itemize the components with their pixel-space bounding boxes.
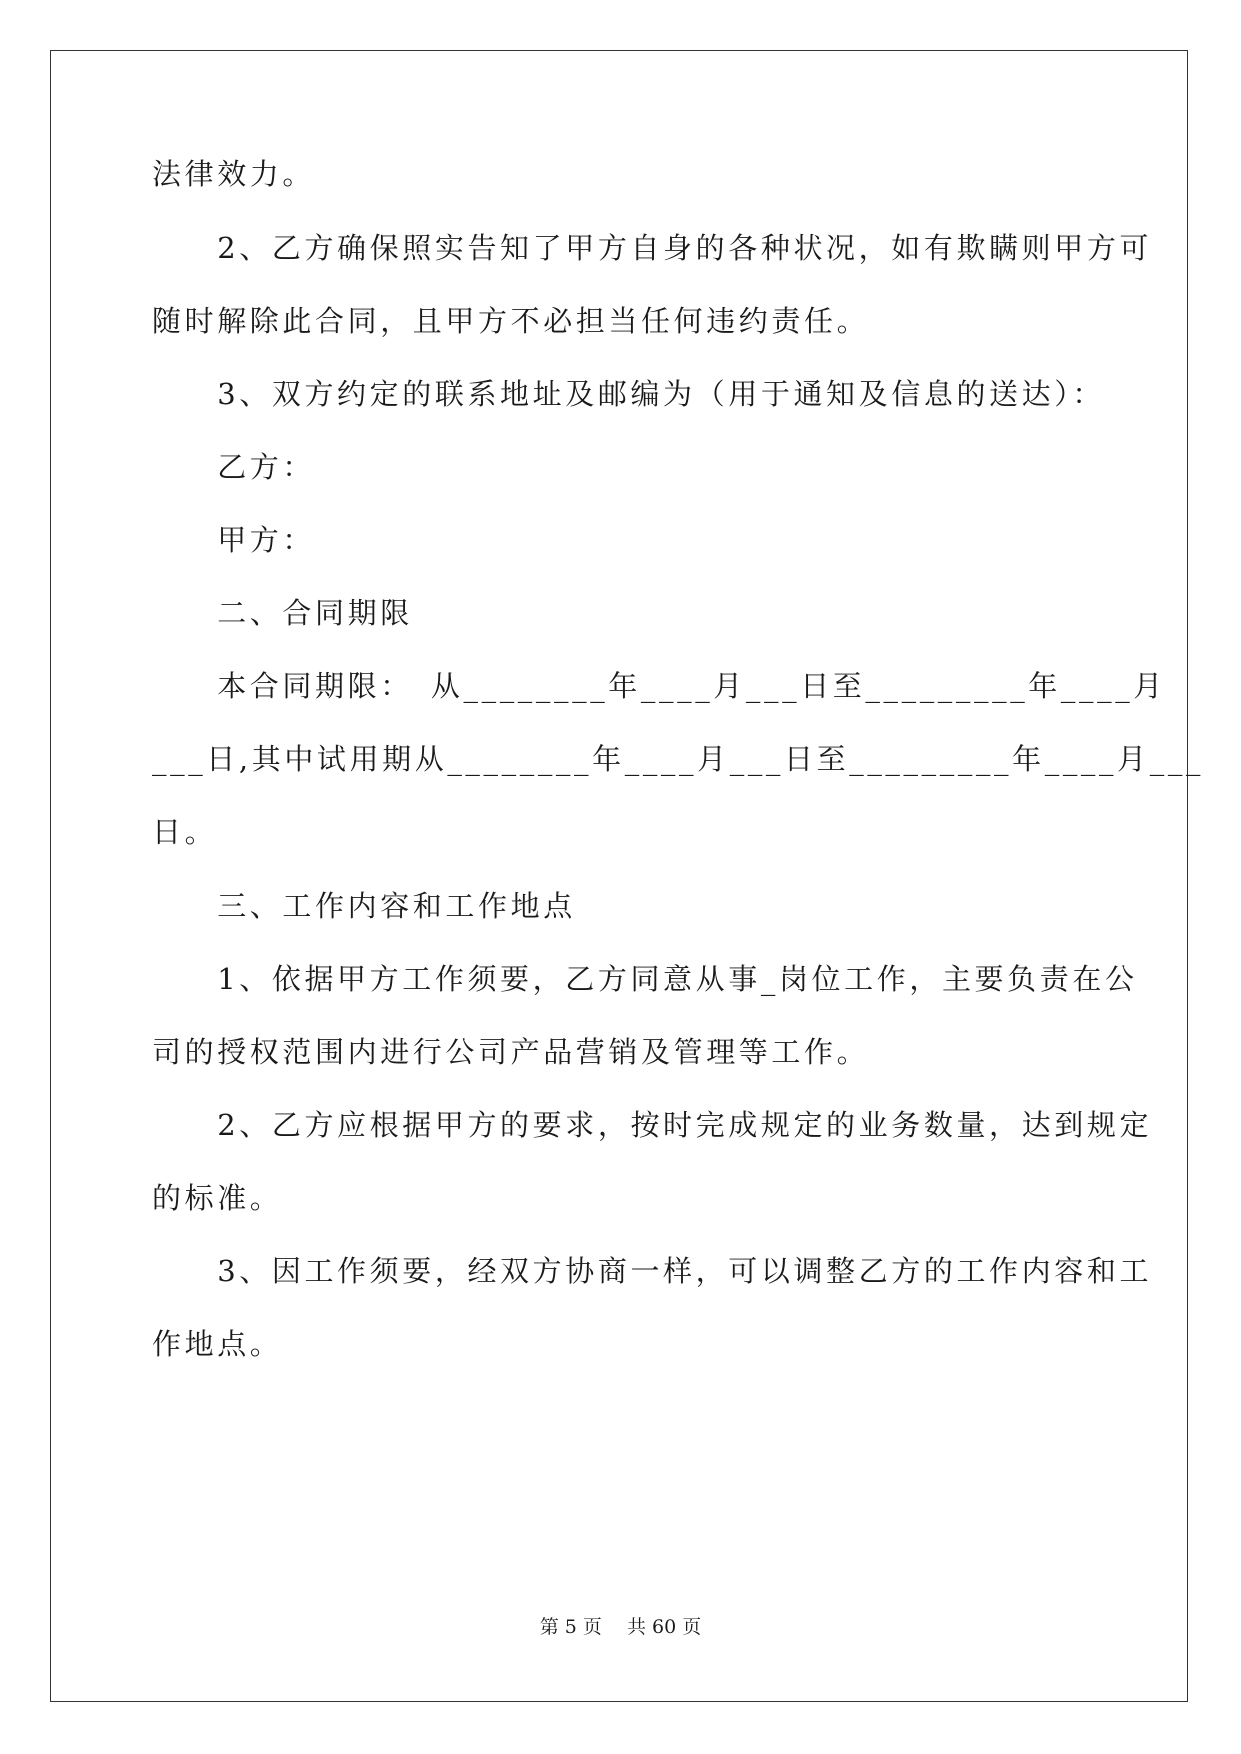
text-line: 随时解除此合同，且甲方不必担当任何违约责任。 <box>152 304 870 338</box>
text-line: 3、双方约定的联系地址及邮编为（用于通知及信息的送达）： <box>152 377 1105 411</box>
page-number: 第 5 页 共 60 页 <box>539 1616 702 1638</box>
text-line: 甲方： <box>152 523 316 557</box>
text-line: 3、因工作须要，经双方协商一样，可以调整乙方的工作内容和工 <box>152 1254 1153 1288</box>
page-border <box>50 50 1188 1702</box>
section-heading: 三、工作内容和工作地点 <box>152 889 576 923</box>
text-line: 乙方： <box>152 450 316 484</box>
text-line: 法律效力。 <box>152 157 316 191</box>
text-line: 1、依据甲方工作须要，乙方同意从事_岗位工作，主要负责在公 <box>152 962 1138 996</box>
text-line: 日。 <box>152 815 218 849</box>
text-line: 司的授权范围内进行公司产品营销及管理等工作。 <box>152 1035 870 1069</box>
text-line: 本合同期限： 从________年____月___日至_________年____月 <box>152 669 1166 703</box>
section-heading: 二、合同期限 <box>152 596 413 630</box>
text-line: 2、乙方确保照实告知了甲方自身的各种状况，如有欺瞒则甲方可 <box>152 231 1153 265</box>
text-line: 的标准。 <box>152 1181 283 1215</box>
text-line: 2、乙方应根据甲方的要求，按时完成规定的业务数量，达到规定 <box>152 1108 1153 1142</box>
text-line: ___日,其中试用期从________年____月___日至_________年____月___ <box>152 742 1205 776</box>
text-line: 作地点。 <box>152 1327 283 1361</box>
